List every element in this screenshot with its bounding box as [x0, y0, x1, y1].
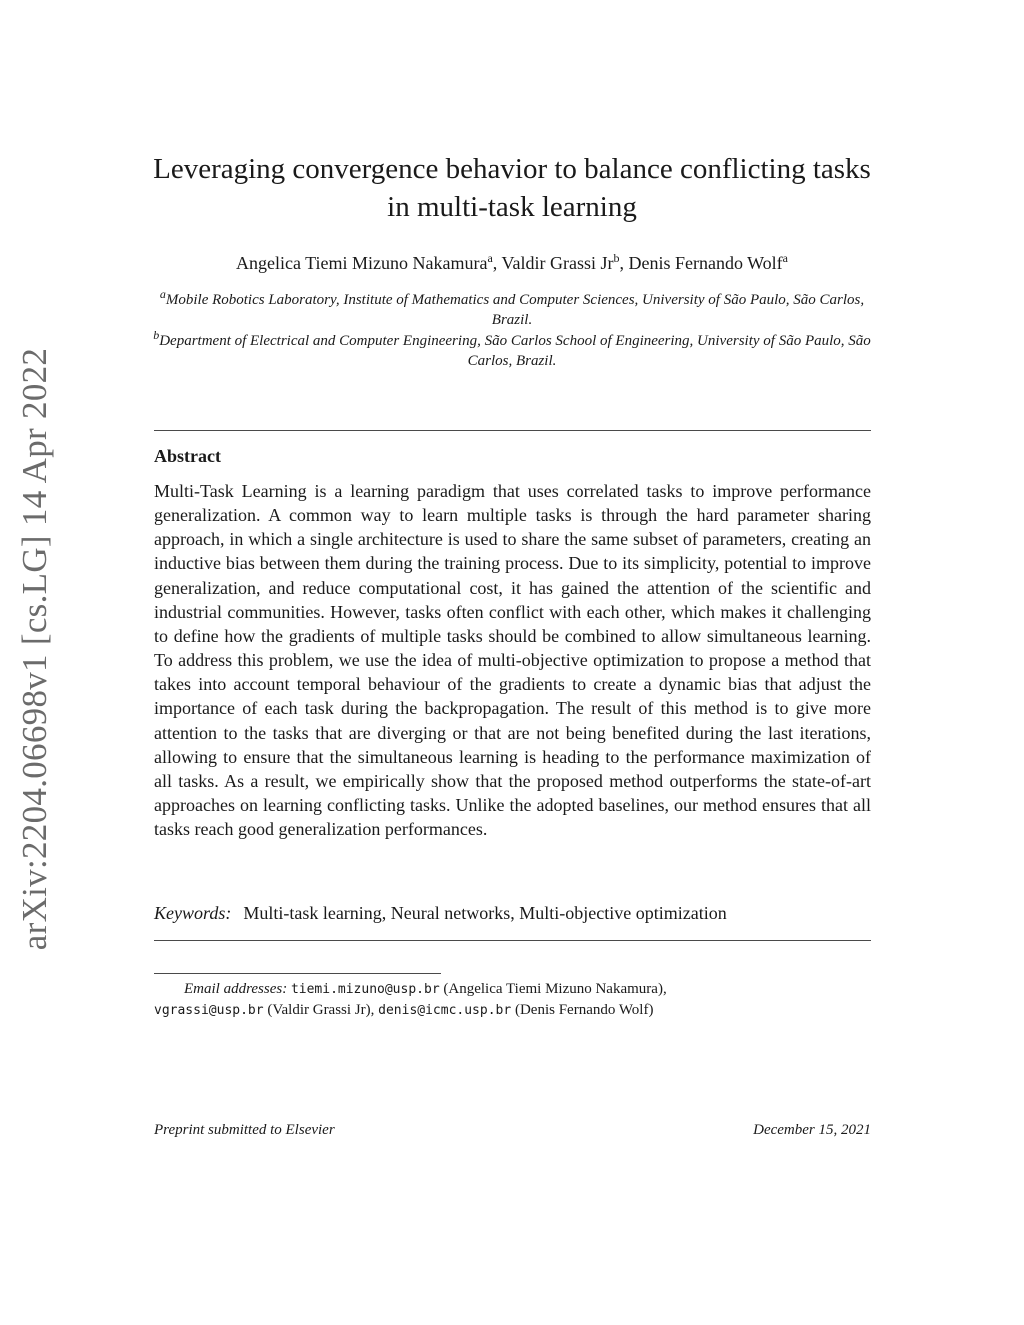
author-name: Valdir Grassi Jr — [501, 253, 614, 273]
preprint-date: December 15, 2021 — [753, 1122, 871, 1138]
keywords-text: Multi-task learning, Neural networks, Multi-objective optimization — [243, 903, 727, 923]
title-line-1: Leveraging convergence behavior to balance conflicting tasks — [153, 153, 871, 185]
email-link[interactable]: denis@icmc.usp.br — [378, 1003, 512, 1018]
affiliation-text: Mobile Robotics Laboratory, Institute of Mathematics and Computer Sciences, University of São Paulo, São Carlos, Brazil. — [165, 292, 865, 328]
keywords — [154, 901, 871, 925]
title-line-2: in multi-task learning — [387, 191, 637, 223]
email-owner: (Valdir Grassi Jr), — [267, 1002, 375, 1018]
email-owner: (Angelica Tiemi Mizuno Nakamura), — [443, 981, 667, 997]
email-owner: (Denis Fernando Wolf) — [514, 1002, 654, 1018]
email-link[interactable]: vgrassi@usp.br — [154, 1003, 264, 1018]
author-list: Angelica Tiemi Mizuno Nakamura$^a$, Valdir Grassi Jr$^b$, Denis Fernando Wolf$^a$ — [236, 251, 788, 273]
affiliation-mark: a — [159, 287, 166, 301]
arxiv-sidebar-stamp — [2, 347, 68, 951]
email-footnote — [154, 979, 871, 1021]
footnote-rule — [154, 973, 441, 974]
arxiv-identifier: arXiv:2204.06698v1 [cs.LG] 14 Apr 2022 — [15, 347, 54, 951]
author-affiliation-mark: a — [782, 251, 788, 265]
affiliation-b — [150, 328, 874, 371]
paper-title — [150, 150, 874, 226]
abstract-text: Multi-Task Learning is a learning paradigm that uses correlated tasks to improve performance generalization. A common way to learn multiple tasks is through the hard parameter sharing approach, in which a single architecture is used to share the same subset of parameters, creating an inductive bias between them during the training process. Due to its simplicity, potential to improve generalization, and reduce computational cost, it has gained the attention of the scientific and industrial communities. However, tasks often conflict with each other, which makes it challenging to define how the gradients of multiple tasks should be combined to allow simultaneous learning. To address this problem, we use the idea of multi-objective optimization to propose a method that takes into account temporal behaviour of the gradients to create a dynamic bias that adjust the importance of each task during the backpropagation. The result of this method is to give more attention to the tasks that are diverging or that are not being benefited during the last iterations, allowing to ensure that the simultaneous learning is heading to the performance maximization of all tasks. As a result, we empirically show that the proposed method outperforms the state-of-art approaches on learning conflicting tasks. Unlike the adopted baselines, our method ensures that all tasks reach good generalization performances. — [154, 481, 871, 840]
preprint-note: Preprint submitted to Elsevier — [154, 1122, 335, 1138]
author-affiliation-mark: a — [487, 251, 493, 265]
affiliation-text: Department of Electrical and Computer Engineering, São Carlos School of Engineering, University of São Paulo, São Carlos, Brazil. — [159, 333, 871, 369]
abstract-top-rule — [154, 430, 871, 431]
keywords-label: Keywords: — [154, 903, 232, 923]
affiliation-a — [150, 287, 874, 330]
email-link[interactable]: tiemi.mizuno@usp.br — [290, 982, 440, 997]
author-name: Denis Fernando Wolf — [628, 253, 783, 273]
abstract-bottom-rule — [154, 940, 871, 941]
abstract-heading: Abstract — [154, 446, 221, 466]
affiliation-mark: b — [153, 328, 160, 342]
author-name: Angelica Tiemi Mizuno Nakamura — [236, 253, 488, 273]
footnote-label: Email addresses: — [184, 981, 288, 997]
author-affiliation-mark: b — [613, 251, 620, 265]
